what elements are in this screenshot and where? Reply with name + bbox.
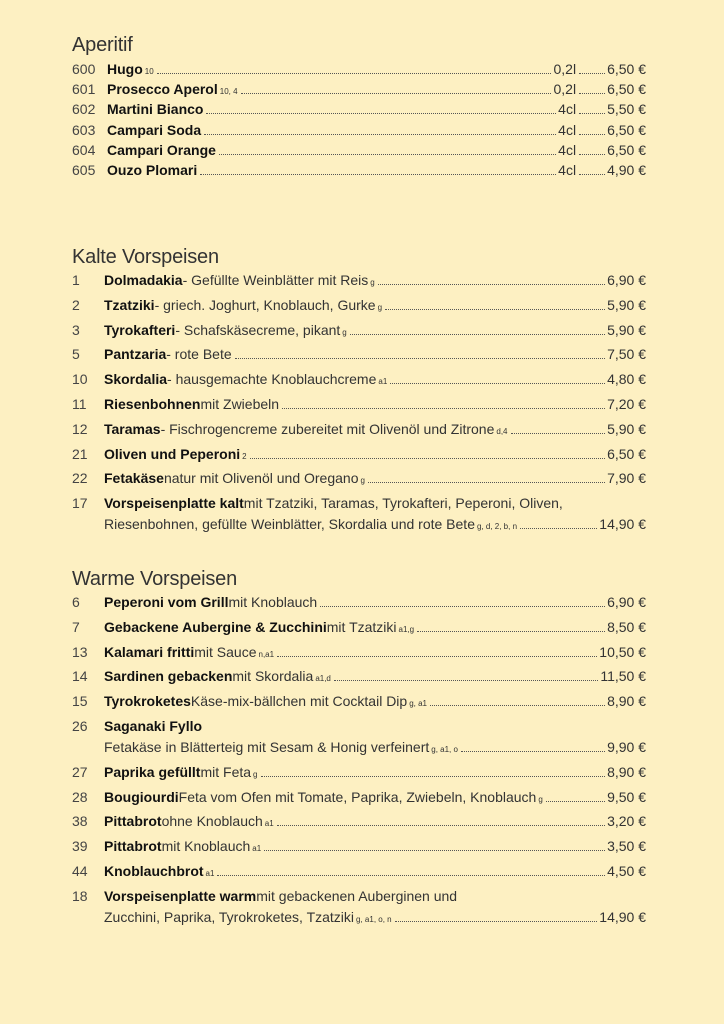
dot-leader <box>579 113 605 114</box>
item-description: Käse-mix-bällchen mit Cocktail Dip <box>190 693 408 710</box>
item-price: 6,50 € <box>607 141 646 158</box>
item-name: Oliven und Peperoni <box>104 445 241 462</box>
item-number: 601 <box>72 81 96 98</box>
dot-leader <box>579 73 605 74</box>
item-price: 6,50 € <box>607 121 646 138</box>
item-number: 605 <box>72 161 96 178</box>
item-line: 2 Tzatziki - griech. Joghurt, Knoblauch, Gurke g 5,90 € <box>72 296 646 313</box>
item-description: Feta vom Ofen mit Tomate, Paprika, Zwiebeln, Knoblauch <box>178 788 537 805</box>
item-price: 7,50 € <box>607 346 646 363</box>
item-description: mit Zwiebeln <box>200 395 280 412</box>
item-price: 14,90 € <box>599 908 646 925</box>
item-price: 7,90 € <box>607 470 646 487</box>
dot-leader <box>385 309 605 310</box>
item-name: Tzatziki <box>104 296 155 313</box>
menu-item <box>72 345 646 363</box>
item-description: mit gebackenen Auberginen und <box>256 887 458 904</box>
item-line: 3 Tyrokafteri - Schafskäsecreme, pikant g 5,90 € <box>72 321 646 338</box>
item-number: 38 <box>72 813 88 830</box>
item-number: 11 <box>72 395 87 412</box>
dot-leader <box>430 705 605 706</box>
menu-item <box>72 161 646 179</box>
item-line: 601 Prosecco Aperol 10, 4 0,2l 6,50 € <box>72 81 646 98</box>
menu-item <box>72 370 646 388</box>
item-name: Bougiourdi <box>104 788 179 805</box>
item-price: 6,50 € <box>607 61 646 77</box>
dot-leader <box>520 528 597 529</box>
item-price: 6,90 € <box>607 594 646 610</box>
item-line <box>72 395 646 413</box>
menu-item <box>72 593 646 611</box>
dot-leader <box>282 408 605 409</box>
menu-item <box>72 837 646 855</box>
dot-leader <box>261 776 606 777</box>
item-number: 15 <box>72 693 88 710</box>
item-name: Tyrokafteri <box>104 321 176 338</box>
item-number: 604 <box>72 141 96 158</box>
dot-leader <box>219 154 556 155</box>
item-size: 4cl <box>558 121 577 138</box>
item-line: 38 Pittabrot ohne Knoblauch a1 3,20 € <box>72 813 646 830</box>
item-price: 9,90 € <box>607 738 646 755</box>
item-name: Kalamari fritti <box>104 643 195 660</box>
item-line: 27 Paprika gefüllt mit Feta g 8,90 € <box>72 763 646 780</box>
dot-leader <box>579 174 605 175</box>
item-price: 5,50 € <box>607 101 646 118</box>
item-description: mit Skordalia <box>232 668 314 685</box>
dot-leader <box>277 656 597 657</box>
item-line <box>72 494 646 512</box>
item-price: 6,50 € <box>607 445 646 462</box>
item-number: 22 <box>72 470 88 487</box>
dot-leader <box>350 334 605 335</box>
item-description: - Fischrogencreme zubereitet mit Olivenöl und Zitrone <box>160 420 495 437</box>
item-name: Gebackene Aubergine & Zucchini <box>104 618 327 635</box>
dot-leader <box>390 383 605 384</box>
item-price: 8,50 € <box>607 618 646 635</box>
item-description: - rote Bete <box>166 346 232 363</box>
dot-leader <box>579 134 605 135</box>
section-warme-vorspeisen <box>72 567 646 933</box>
item-name: Fetakäse <box>104 470 164 487</box>
dot-leader <box>250 458 605 459</box>
item-price: 11,50 € <box>600 668 646 685</box>
menu-item <box>72 862 646 880</box>
item-line-continued: Fetakäse in Blätterteig mit Sesam & Honig verfeinert g, a1, o 9,90 € <box>104 738 646 755</box>
item-price: 8,90 € <box>607 763 646 780</box>
menu-item <box>72 618 646 636</box>
menu-item <box>72 445 646 463</box>
menu-item <box>72 321 646 339</box>
item-number: 44 <box>72 862 88 879</box>
menu-item <box>72 80 646 98</box>
menu-item <box>72 60 646 78</box>
item-name: Vorspeisenplatte warm <box>104 887 257 904</box>
item-description: mit Knoblauch <box>161 838 251 855</box>
item-number: 39 <box>72 838 88 855</box>
item-line: 15 Tyrokroketes Käse-mix-bällchen mit Cocktail Dip g, a1 8,90 € <box>72 693 646 710</box>
section-title: Aperitif <box>72 34 133 56</box>
item-line <box>72 345 646 363</box>
item-number: 18 <box>72 887 88 904</box>
item-price: 3,50 € <box>607 838 646 855</box>
item-description: mit Feta <box>200 763 252 780</box>
item-description: - Schafskäsecreme, pikant <box>175 321 341 338</box>
item-size: 0,2l <box>553 61 577 77</box>
item-description-continued: Riesenbohnen, gefüllte Weinblätter, Skordalia und rote Bete <box>104 516 475 533</box>
item-line: 600 Hugo 10 0,2l 6,50 € <box>72 61 646 77</box>
item-name: Pantzaria <box>104 346 167 363</box>
dot-leader <box>200 174 556 175</box>
item-name: Saganaki Fyllo <box>104 717 203 734</box>
item-price: 6,50 € <box>607 81 646 98</box>
item-line: 1 Dolmadakia - Gefüllte Weinblätter mit Reis g 6,90 € <box>72 272 646 288</box>
item-line: 7 Gebackene Aubergine & Zucchini mit Tzatziki a1,g 8,50 € <box>72 618 646 635</box>
item-description-continued: Fetakäse in Blätterteig mit Sesam & Honig verfeinert <box>104 738 430 755</box>
item-price: 5,90 € <box>607 296 646 313</box>
menu-item <box>72 717 646 756</box>
item-description: - Gefüllte Weinblätter mit Reis <box>182 272 369 288</box>
menu-item <box>72 788 646 806</box>
dot-leader <box>579 93 605 94</box>
item-line <box>72 121 646 139</box>
menu-item <box>72 812 646 830</box>
item-line: 21 Oliven und Peperoni 2 6,50 € <box>72 445 646 462</box>
item-price: 14,90 € <box>599 516 646 533</box>
menu-item <box>72 121 646 139</box>
item-number: 28 <box>72 788 88 805</box>
item-name: Campari Soda <box>107 121 202 138</box>
item-number: 26 <box>72 717 88 734</box>
menu-item <box>72 692 646 710</box>
item-line: 28 Bougiourdi Feta vom Ofen mit Tomate, Paprika, Zwiebeln, Knoblauch g 9,50 € <box>72 788 646 805</box>
dot-leader <box>378 284 605 285</box>
item-number: 2 <box>72 296 80 313</box>
item-line: 12 Taramas - Fischrogencreme zubereitet mit Olivenöl und Zitrone d,4 5,90 € <box>72 420 646 437</box>
item-price: 3,20 € <box>607 813 646 830</box>
item-name: Hugo <box>107 61 143 77</box>
item-line <box>72 141 646 159</box>
item-line <box>72 887 646 905</box>
item-price: 5,90 € <box>607 420 646 437</box>
dot-leader <box>157 73 552 74</box>
item-price: 4,80 € <box>607 371 646 388</box>
section-title: Warme Vorspeisen <box>72 568 238 590</box>
item-line-continued: Riesenbohnen, gefüllte Weinblätter, Skordalia und rote Bete g, d, 2, b, n 14,90 € <box>104 516 646 533</box>
item-name: Tyrokroketes <box>104 693 191 710</box>
item-price: 6,90 € <box>607 272 646 288</box>
item-description: mit Tzatziki <box>326 618 397 635</box>
item-line-continued: Zucchini, Paprika, Tyrokroketes, Tzatziki g, a1, o, n 14,90 € <box>104 908 646 925</box>
item-name: Taramas <box>104 420 161 437</box>
item-description: - griech. Joghurt, Knoblauch, Gurke <box>154 296 376 313</box>
item-description: ohne Knoblauch <box>161 813 263 830</box>
menu-item <box>72 141 646 159</box>
dot-leader <box>277 825 605 826</box>
item-name: Riesenbohnen <box>104 395 201 412</box>
menu-item <box>72 296 646 314</box>
item-number: 6 <box>72 594 80 610</box>
item-number: 21 <box>72 445 88 462</box>
item-price: 10,50 € <box>599 643 646 660</box>
menu-item <box>72 100 646 118</box>
item-name: Sardinen gebacken <box>104 668 233 685</box>
item-line <box>72 717 646 735</box>
item-line <box>72 161 646 179</box>
dot-leader <box>204 134 556 135</box>
menu-item <box>72 494 646 533</box>
item-name: Vorspeisenplatte kalt <box>104 495 244 512</box>
item-description: natur mit Olivenöl und Oregano <box>163 470 359 487</box>
menu-item <box>72 763 646 781</box>
dot-leader <box>206 113 556 114</box>
item-size: 0,2l <box>553 81 577 98</box>
item-name: Pittabrot <box>104 813 162 830</box>
dot-leader <box>235 358 605 359</box>
item-size: 4cl <box>558 101 577 118</box>
item-number: 10 <box>72 371 88 388</box>
item-number: 600 <box>72 61 96 77</box>
item-number: 17 <box>72 495 88 512</box>
item-line: 22 Fetakäse natur mit Olivenöl und Oregano g 7,90 € <box>72 470 646 487</box>
item-description: - hausgemachte Knoblauchcreme <box>167 371 377 388</box>
item-description-continued: Zucchini, Paprika, Tyrokroketes, Tzatziki <box>104 908 355 925</box>
item-price: 4,50 € <box>607 862 646 879</box>
menu-item <box>72 643 646 661</box>
dot-leader <box>320 606 605 607</box>
item-name: Dolmadakia <box>104 272 183 288</box>
dot-leader <box>395 921 598 922</box>
section-title: Kalte Vorspeisen <box>72 246 219 268</box>
menu-item <box>72 271 646 289</box>
dot-leader <box>461 751 605 752</box>
dot-leader <box>417 631 605 632</box>
item-price: 9,50 € <box>607 788 646 805</box>
item-size: 4cl <box>558 141 577 158</box>
menu-item <box>72 395 646 413</box>
item-line: 10 Skordalia - hausgemachte Knoblauchcreme a1 4,80 € <box>72 371 646 388</box>
menu-item <box>72 667 646 685</box>
item-number: 12 <box>72 420 88 437</box>
item-number: 27 <box>72 763 88 780</box>
section-aperitif <box>72 33 646 181</box>
dot-leader <box>217 875 605 876</box>
item-number: 13 <box>72 643 88 660</box>
item-name: Paprika gefüllt <box>104 763 201 780</box>
item-line <box>72 100 646 118</box>
menu-item <box>72 420 646 438</box>
dot-leader <box>264 850 605 851</box>
section-kalte-vorspeisen <box>72 245 646 540</box>
item-line: 39 Pittabrot mit Knoblauch a1 3,50 € <box>72 838 646 855</box>
item-name: Martini Bianco <box>107 101 204 118</box>
item-name: Campari Orange <box>107 141 216 158</box>
item-line <box>72 593 646 611</box>
item-number: 603 <box>72 121 96 138</box>
item-name: Knoblauchbrot <box>104 862 204 879</box>
menu-item <box>72 887 646 926</box>
item-description: mit Tzatziki, Taramas, Tyrokafteri, Peperoni, Oliven, <box>243 495 563 512</box>
item-number: 14 <box>72 668 88 685</box>
menu-item <box>72 469 646 487</box>
item-name: Skordalia <box>104 371 168 388</box>
dot-leader <box>579 154 605 155</box>
item-price: 8,90 € <box>607 693 646 710</box>
item-number: 1 <box>72 272 80 288</box>
item-line: 13 Kalamari fritti mit Sauce n,a1 10,50 € <box>72 643 646 660</box>
dot-leader <box>511 433 606 434</box>
dot-leader <box>334 680 598 681</box>
item-number: 7 <box>72 618 80 635</box>
item-size: 4cl <box>558 161 577 178</box>
item-name: Ouzo Plomari <box>107 161 198 178</box>
dot-leader <box>368 482 605 483</box>
item-number: 3 <box>72 321 80 338</box>
item-description: mit Knoblauch <box>228 594 318 610</box>
item-name: Prosecco Aperol <box>107 81 218 98</box>
item-number: 602 <box>72 101 96 118</box>
item-description: mit Sauce <box>194 643 257 660</box>
item-price: 4,90 € <box>607 161 646 178</box>
item-line: 44 Knoblauchbrot a1 4,50 € <box>72 862 646 879</box>
item-price: 7,20 € <box>607 395 646 412</box>
dot-leader <box>241 93 552 94</box>
item-name: Peperoni vom Grill <box>104 594 229 610</box>
item-price: 5,90 € <box>607 321 646 338</box>
dot-leader <box>546 801 605 802</box>
item-number: 5 <box>72 346 80 363</box>
item-name: Pittabrot <box>104 838 162 855</box>
item-line: 14 Sardinen gebacken mit Skordalia a1,d 11,50 € <box>72 668 646 685</box>
